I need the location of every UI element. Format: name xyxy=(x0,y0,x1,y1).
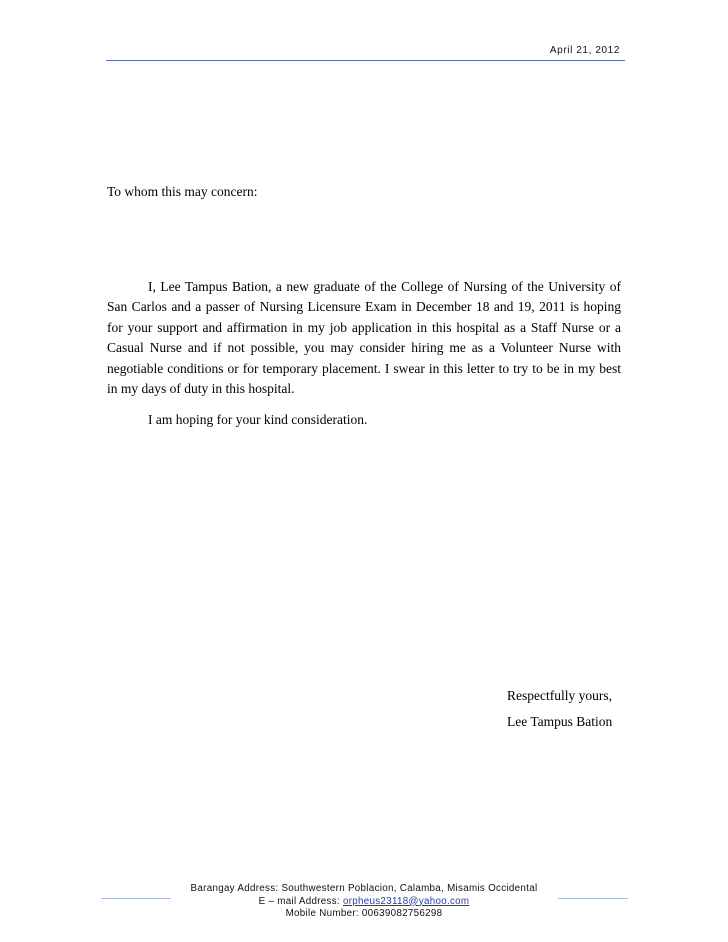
header-divider xyxy=(106,60,625,61)
closing-phrase: Respectfully yours, xyxy=(507,688,612,703)
footer-email-label: E – mail Address: xyxy=(258,895,343,907)
closing-block xyxy=(507,683,612,735)
footer-email-line xyxy=(0,896,728,909)
footer-address: Barangay Address: Southwestern Poblacion, Calamba, Misamis Occidental xyxy=(190,883,538,894)
letter-body xyxy=(107,277,621,442)
footer-email-link[interactable]: orpheus23118@yahoo.com xyxy=(342,895,470,907)
footer-mobile: Mobile Number: 00639082756298 xyxy=(285,908,443,920)
letter-date: April 21, 2012 xyxy=(549,45,620,56)
body-paragraph-closing-request: I am hoping for your kind consideration. xyxy=(148,412,368,428)
signature-name: Lee Tampus Bation xyxy=(507,714,613,729)
body-paragraph-main: I, Lee Tampus Bation, a new graduate of the College of Nursing of the University of San Carlos and a passer of Nursing Licensure Exam in December 18 and 19, 2011 is hoping for your support and affirmation in my job application in this hospital as a Staff Nurse or a Casual Nurse and if not possible, you may consider hiring me as a Volunteer Nurse with negotiable conditions or for temporary placement. I swear in this letter to try to be in my best in my days of duty in this hospital. xyxy=(107,279,621,397)
footer-contact xyxy=(0,883,728,921)
salutation: To whom this may concern: xyxy=(107,184,258,199)
